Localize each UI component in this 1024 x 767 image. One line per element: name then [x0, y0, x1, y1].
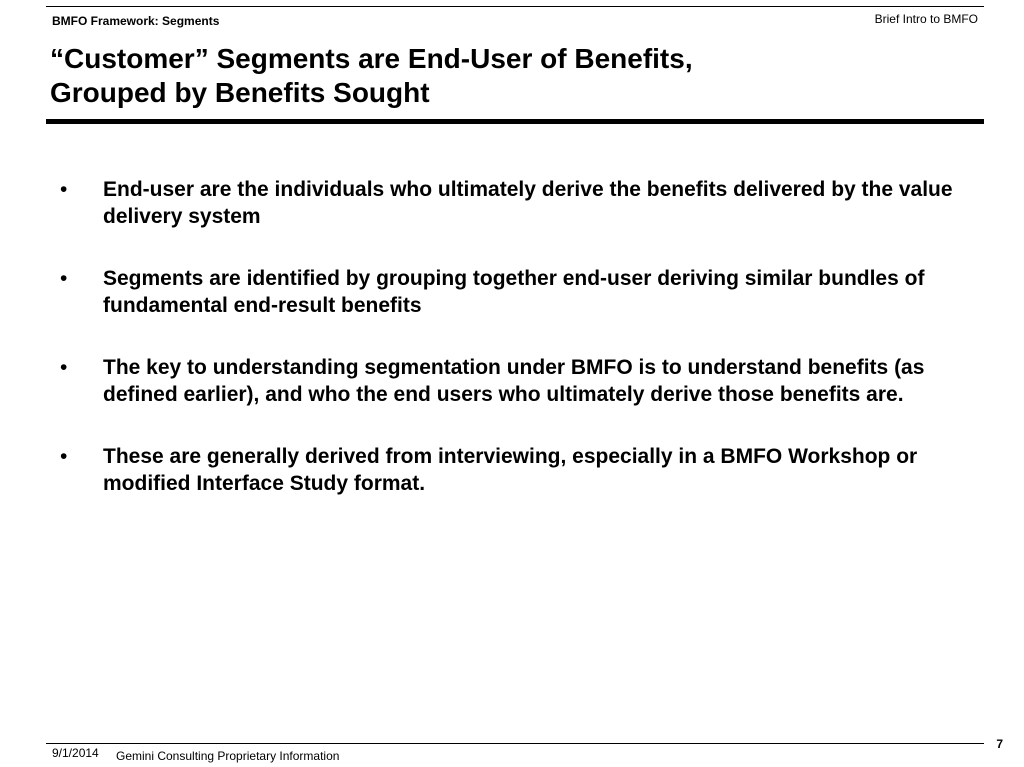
bullet-marker: •: [60, 356, 68, 379]
bullet-text: These are generally derived from interviewing, especially in a BMFO Workshop or modified Interface Study format.: [103, 445, 918, 495]
bullet-marker: •: [60, 445, 68, 468]
bullet-item: [58, 176, 968, 230]
slide-title-line-2: Grouped by Benefits Sought: [50, 77, 430, 108]
bullet-item: [58, 265, 968, 319]
top-divider: [46, 6, 984, 7]
bullet-list: [58, 176, 968, 532]
bullet-text: The key to understanding segmentation under BMFO is to understand benefits (as defined earlier), and who the end users who ultimately derive those benefits are.: [103, 356, 925, 406]
section-label: BMFO Framework: Segments: [52, 14, 220, 28]
footer-date: 9/1/2014: [52, 746, 99, 760]
page-number: 7: [996, 737, 1003, 751]
bullet-marker: •: [60, 267, 68, 290]
title-divider: [46, 119, 984, 124]
bullet-item: [58, 443, 968, 497]
header-right-label: Brief Intro to BMFO: [874, 12, 978, 26]
slide-title-line-1: “Customer” Segments are End-User of Benefits,: [50, 43, 693, 74]
footer-divider: [46, 743, 984, 744]
bullet-text: Segments are identified by grouping together end-user deriving similar bundles of fundamental end-result benefits: [103, 267, 925, 317]
bullet-text: End-user are the individuals who ultimately derive the benefits delivered by the value delivery system: [103, 178, 953, 228]
footer-company: Gemini Consulting Proprietary Information: [116, 749, 340, 763]
bullet-marker: •: [60, 178, 68, 201]
bullet-item: [58, 354, 968, 408]
slide-title: [50, 42, 970, 110]
